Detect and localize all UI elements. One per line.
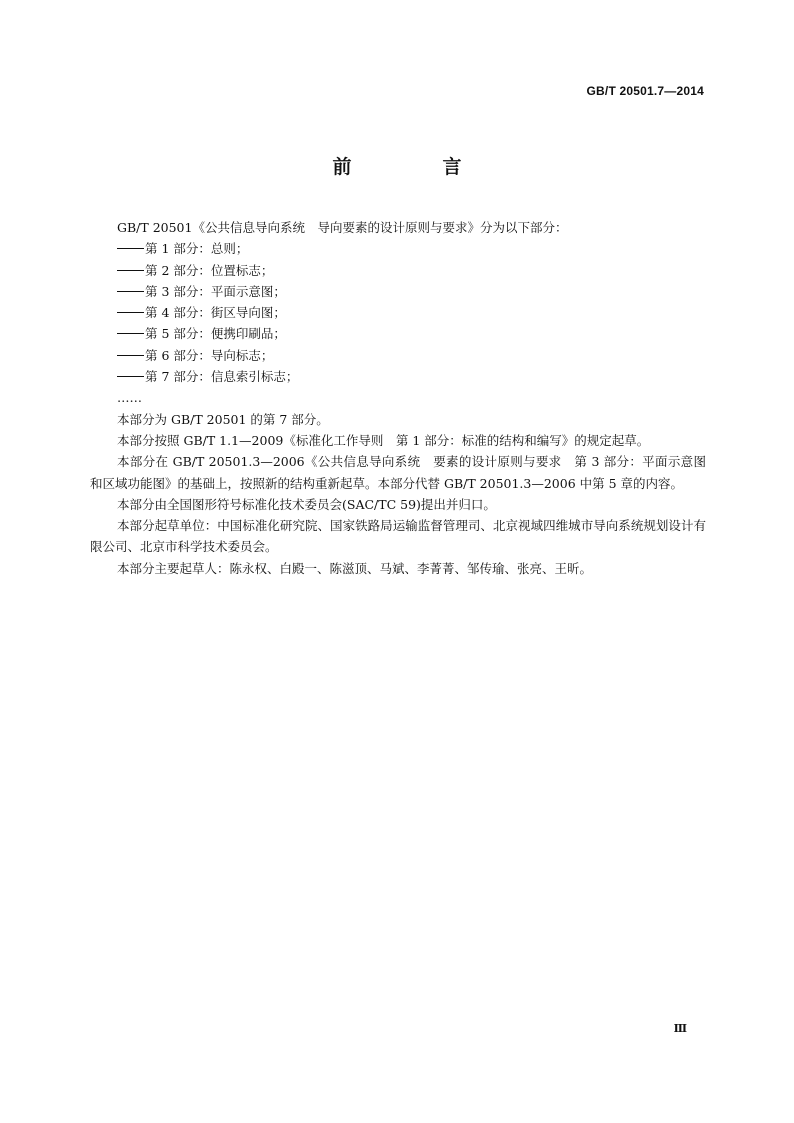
- part-list-item: [90, 260, 706, 281]
- page-number: Ⅲ: [673, 1022, 687, 1035]
- intro-paragraph: GB/T 20501《公共信息导向系统 导向要素的设计原则与要求》分为以下部分：: [117, 220, 568, 235]
- part-label: 第 5 部分：便携印刷品；: [145, 326, 286, 342]
- body-paragraph: 本部分按照 GB/T 1.1—2009《标准化工作导则 第 1 部分：标准的结构和编写》的规定起草。: [117, 432, 650, 448]
- body-paragraph: 本部分在 GB/T 20501.3—2006《公共信息导向系统 要素的设计原则与要求 第 3 部分：平面示意图和区域功能图》的基础上，按照新的结构重新起草。本部分代替 GB/T 20501.3—2006 中第 5 章的内容。: [90, 454, 706, 491]
- standard-code: GB/T 20501.7—2014: [586, 84, 704, 98]
- dash-mark: [117, 355, 144, 356]
- part-label: 第 3 部分：平面示意图；: [145, 283, 286, 299]
- dash-mark: [117, 376, 144, 377]
- part-list-item: [90, 323, 706, 344]
- dash-mark: [117, 248, 144, 249]
- part-list-item: [90, 238, 706, 259]
- body-paragraph: 本部分起草单位：中国标准化研究院、国家铁路局运输监督管理司、北京视域四维城市导向系统规划设计有限公司、北京市科学技术委员会。: [90, 518, 706, 555]
- foreword-body: [90, 217, 706, 579]
- body-paragraph: 本部分主要起草人：陈永权、白殿一、陈滋顶、马斌、李菁菁、邹传瑜、张亮、王昕。: [117, 560, 593, 576]
- part-label: 第 6 部分：导向标志；: [145, 347, 274, 363]
- part-list-item: [90, 345, 706, 366]
- part-list-item: [90, 366, 706, 387]
- part-list-item: [90, 281, 706, 302]
- part-label: 第 1 部分：总则；: [145, 241, 249, 257]
- dash-mark: [117, 312, 144, 313]
- part-label: 第 4 部分：街区导向图；: [145, 305, 286, 321]
- part-list-item: [90, 302, 706, 323]
- body-paragraph: 本部分由全国图形符号标准化技术委员会(SAC/TC 59)提出并归口。: [117, 496, 496, 512]
- part-label: 第 7 部分：信息索引标志；: [145, 369, 299, 385]
- body-paragraph: 本部分为 GB/T 20501 的第 7 部分。: [117, 411, 329, 427]
- part-label: 第 2 部分：位置标志；: [145, 262, 274, 278]
- dash-mark: [117, 270, 144, 271]
- page-title: 前 言: [332, 156, 498, 178]
- list-ellipsis: ……: [117, 390, 142, 406]
- dash-mark: [117, 291, 144, 292]
- dash-mark: [117, 333, 144, 334]
